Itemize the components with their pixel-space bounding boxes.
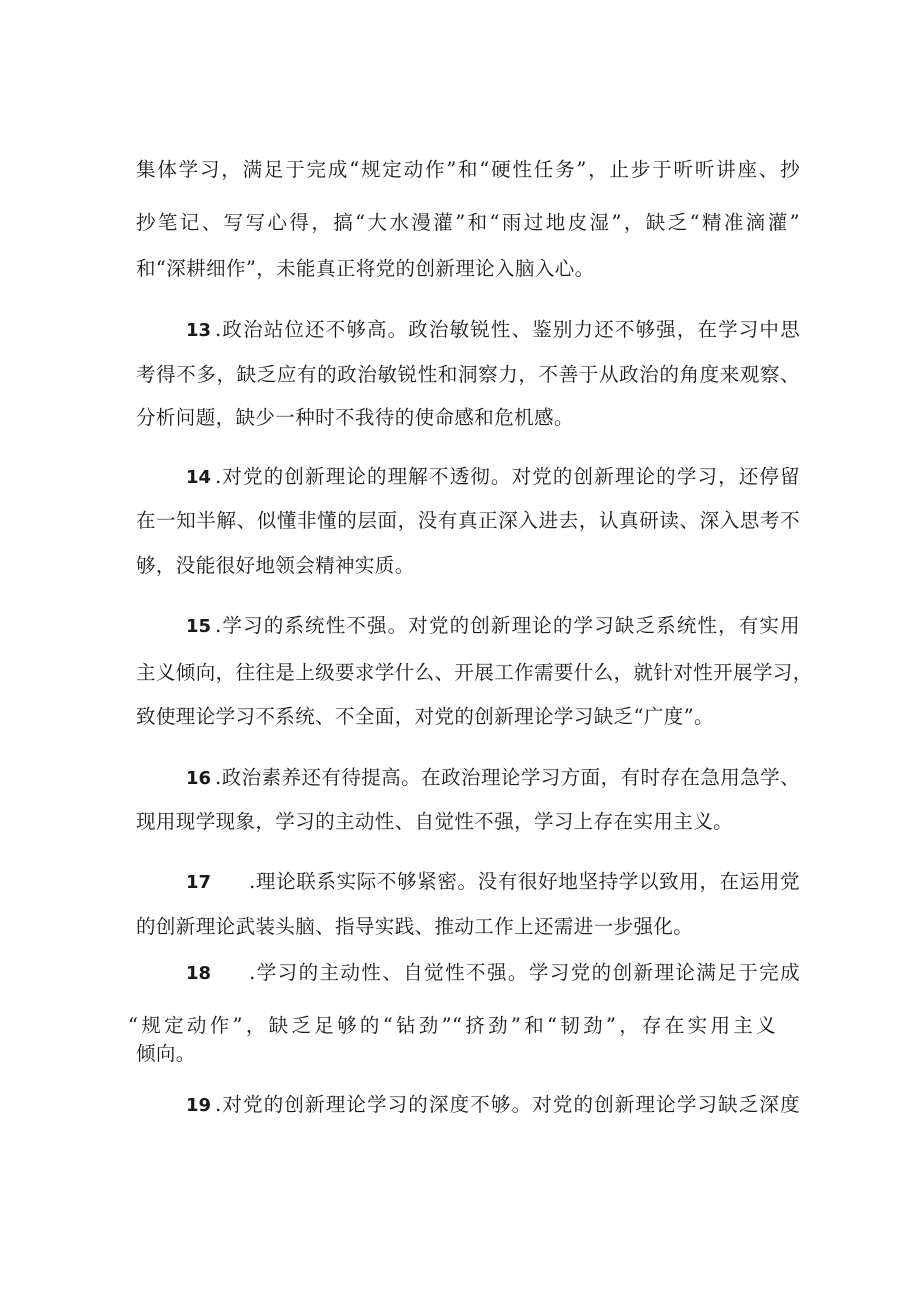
item-text: .理论联系实际不够紧密。没有很好地坚持学以致用，在运用党 [249,870,800,893]
item-text: .政治素养还有待提高。在政治理论学习方面，有时存在急用急学、 [215,766,800,789]
text-line: 抄笔记、写写心得，搞“大水漫灌”和“雨过地皮湿”，缺乏“精准滴灌” [136,211,800,234]
item-text: .对党的创新理论学习的深度不够。对党的创新理论学习缺乏深度 [215,1093,800,1116]
text-line: 在一知半解、似懂非懂的层面，没有真正深入进去，认真研读、深入思考不 [136,509,800,532]
item-text: .学习的主动性、自觉性不强。学习党的创新理论满足于完成 [249,961,800,984]
text-line: 现用现学现象，学习的主动性、自觉性不强，学习上存在实用主义。 [136,810,734,833]
item-17-first-line [186,869,800,896]
item-number: 13 [186,320,212,341]
item-19-first-line [186,1092,800,1119]
item-number: 19 [186,1095,212,1116]
text-line: 致使理论学习不系统、不全面，对党的创新理论学习缺乏“广度”。 [136,705,714,728]
text-line: 集体学习，满足于完成“规定动作”和“硬性任务”，止步于听听讲座、抄 [136,158,800,181]
item-text: .政治站位还不够高。政治敏锐性、鉴别力还不够强，在学习中思 [215,318,800,341]
text-line: 倾向。 [136,1042,196,1065]
item-number: 14 [186,467,212,488]
text-line: 够，没能很好地领会精神实质。 [136,554,415,577]
item-number: 17 [186,872,212,893]
item-16-first-line [186,765,800,792]
item-text: .对党的创新理论的理解不透彻。对党的创新理论的学习，还停留 [215,465,800,488]
text-line: 主义倾向，往往是上级要求学什么、开展工作需要什么，就针对性开展学习， [136,661,813,684]
text-line: 分析问题，缺少一种时不我待的使命感和危机感。 [136,406,574,429]
text-line: 的创新理论武装头脑、指导实践、推动工作上还需进一步强化。 [136,915,694,938]
item-14-first-line [186,464,800,491]
text-line: “规定动作”，缺乏足够的“钻劲”“挤劲”和“韧劲”，存在实用主义 [128,1014,776,1037]
item-number: 16 [186,768,212,789]
item-13-first-line [186,317,800,344]
item-15-first-line [186,613,800,640]
item-text: .学习的系统性不强。对党的创新理论的学习缺乏系统性，有实用 [215,614,800,637]
text-line: 考得不多，缺乏应有的政治敏锐性和洞察力，不善于从政治的角度来观察、 [136,363,800,386]
text-line: 和“深耕细作”，未能真正将党的创新理论入脑入心。 [136,257,595,280]
item-18-first-line [186,960,800,987]
item-number: 18 [186,963,212,984]
item-number: 15 [186,616,212,637]
